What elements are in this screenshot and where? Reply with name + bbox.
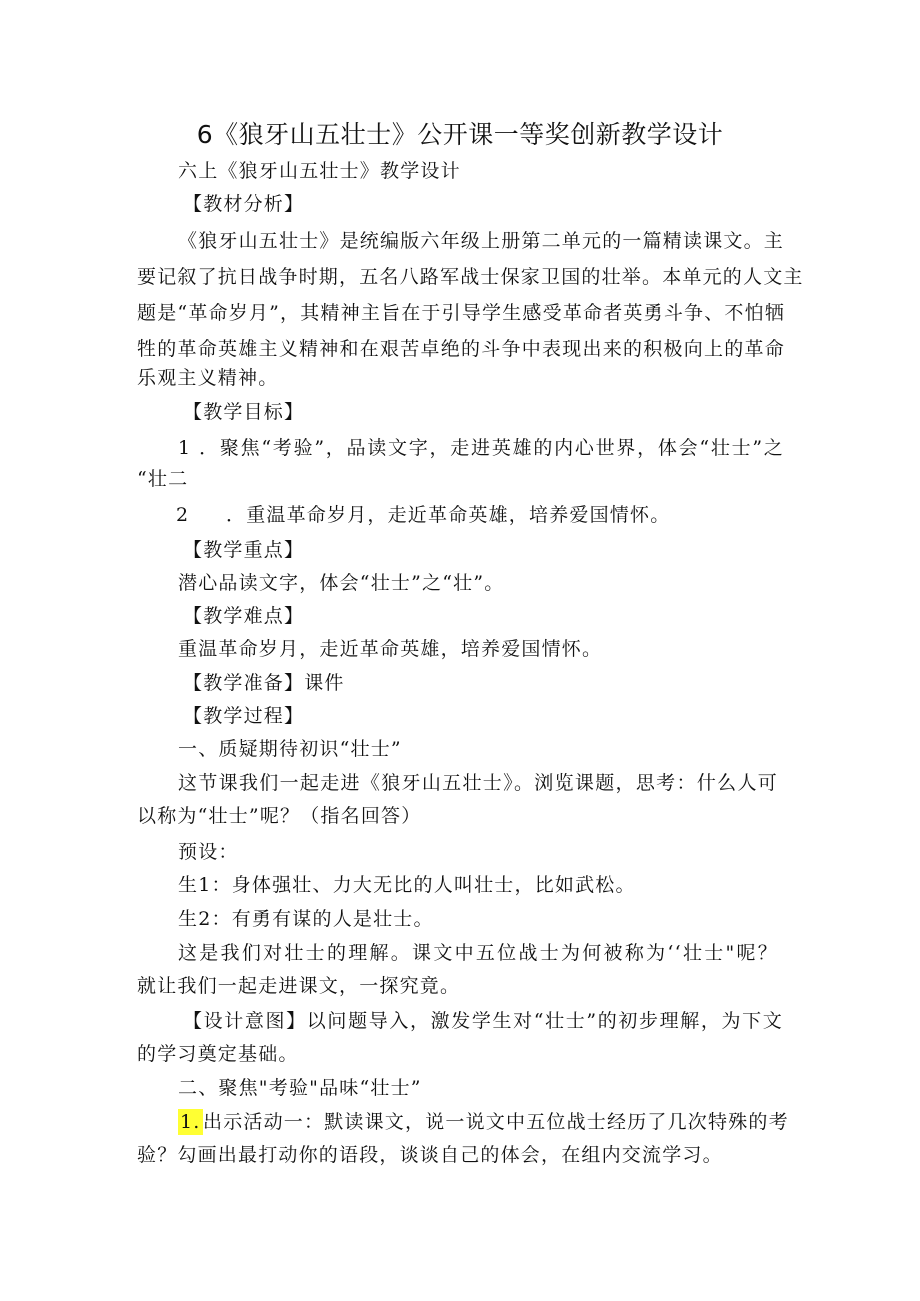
analysis-line-1: 《狼牙山五壮士》是统编版六年级上册第二单元的一篇精读课文。主 — [178, 230, 785, 252]
part-1-line-1: 这节课我们一起走进《狼牙山五壮士》。浏览课题，思考：什么人可 — [178, 772, 778, 794]
part-1-heading: 一、质疑期待初识“壮士” — [178, 738, 402, 760]
design-intent-line-1: 【设计意图】以问题导入，激发学生对“壮士”的初步理解，为下文 — [183, 1010, 783, 1032]
goals-heading: 【教学目标】 — [183, 401, 305, 423]
part-1-line-2: 以称为“壮士”呢？（指名回答） — [137, 805, 422, 827]
student-2-answer: 生2：有勇有谋的人是壮士。 — [178, 908, 434, 930]
part-2-heading: 二、聚焦"考验"品味“壮士” — [178, 1077, 422, 1099]
prep-line: 【教学准备】课件 — [183, 672, 345, 694]
goal-2-number: 2 — [176, 504, 190, 526]
goal-2-text: ．重温革命岁月，走近革命英雄，培养爱国情怀。 — [226, 504, 671, 526]
difficulty-heading: 【教学难点】 — [183, 605, 305, 627]
analysis-line-2: 要记叙了抗日战争时期，五名八路军战士保家卫国的壮举。本单元的人文主 — [137, 266, 804, 288]
activity-line-1: 出示活动一：默读课文，说一说文中五位战士经历了几次特殊的考 — [203, 1111, 789, 1133]
focus-heading: 【教学重点】 — [183, 539, 305, 561]
activity-line-2: 验？勾画出最打动你的语段，谈谈自己的体会，在组内交流学习。 — [137, 1144, 723, 1166]
difficulty-text: 重温革命岁月，走近革命英雄，培养爱国情怀。 — [178, 638, 603, 660]
understanding-line-2: 就让我们一起走进课文，一探究竟。 — [137, 975, 461, 997]
design-intent-line-2: 的学习奠定基础。 — [137, 1043, 299, 1065]
analysis-line-4: 牲的革命英雄主义精神和在艰苦卓绝的斗争中表现出来的积极向上的革命 — [137, 338, 785, 360]
document-title: 6《狼牙山五壮士》公开课一等奖创新教学设计 — [196, 120, 724, 149]
activity-number-highlight: 1. — [180, 1111, 201, 1133]
process-heading: 【教学过程】 — [183, 705, 305, 727]
focus-text: 潜心品读文字，体会“壮士”之“壮”。 — [178, 572, 505, 594]
analysis-line-5: 乐观主义精神。 — [137, 367, 279, 389]
goal-1-line-2: “壮二 — [137, 468, 189, 490]
analysis-line-3: 题是“革命岁月”，其精神主旨在于引导学生感受革命者英勇斗争、不怕牺 — [137, 302, 786, 324]
preset-label: 预设： — [178, 841, 239, 863]
subtitle: 六上《狼牙山五壮士》教学设计 — [178, 160, 461, 182]
analysis-heading: 【教材分析】 — [183, 193, 305, 215]
student-1-answer: 生1：身体强壮、力大无比的人叫壮士，比如武松。 — [178, 874, 636, 896]
understanding-line-1: 这是我们对壮士的理解。课文中五位战士为何被称为‘‘壮士"呢？ — [178, 942, 778, 964]
goal-1-line-1: 1 ．聚焦“考验”，品读文字，走进英雄的内心世界，体会“壮士”之 — [178, 437, 784, 459]
